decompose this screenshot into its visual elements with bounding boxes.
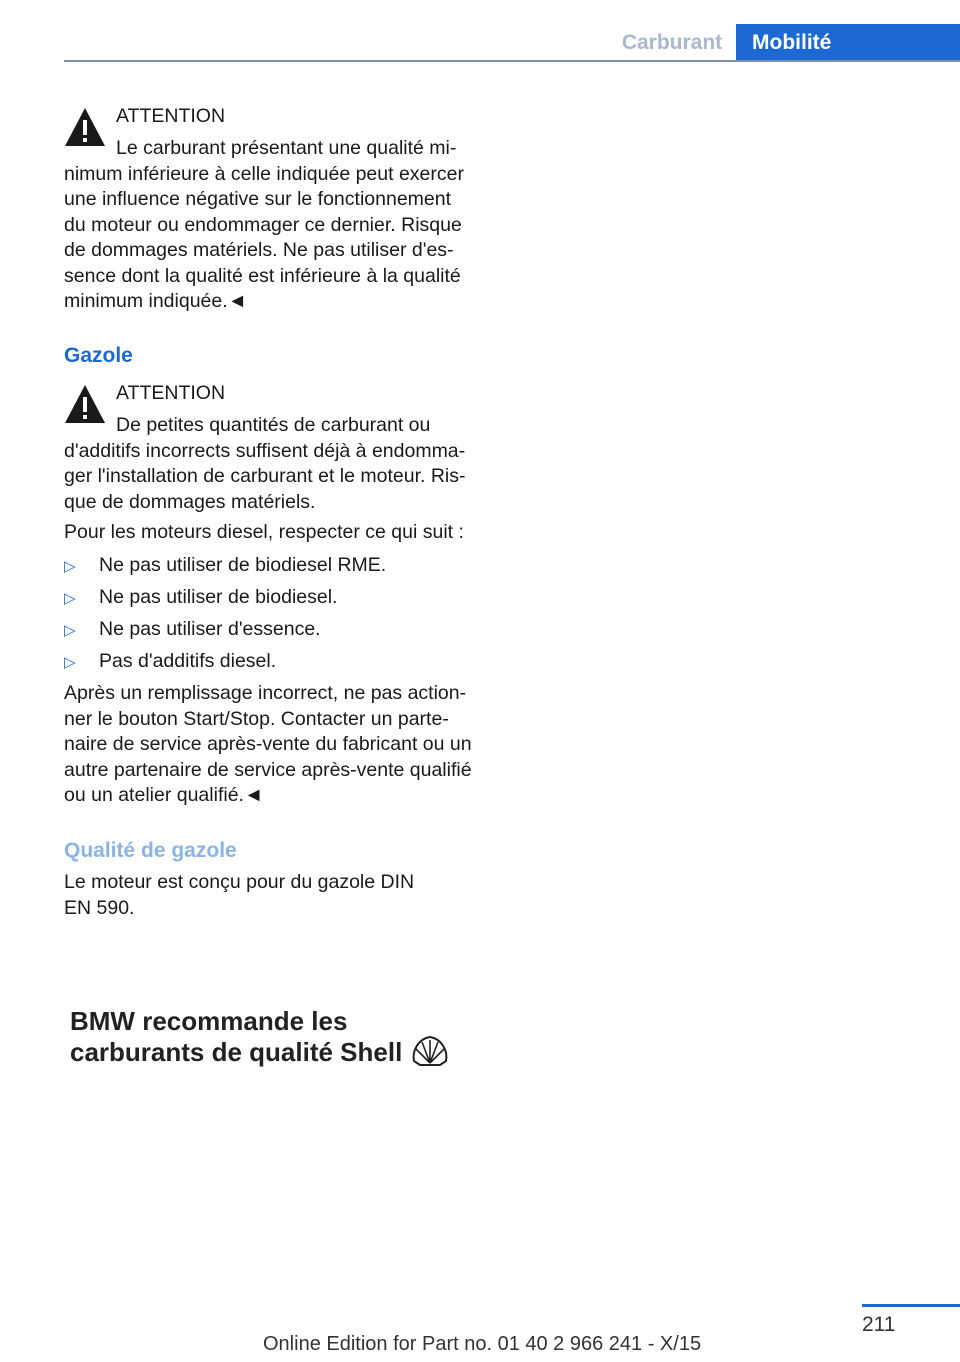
text-line: de dommages matériels. Ne pas utiliser d'es- xyxy=(64,239,454,261)
text-line: naire de service après-vente du fabricant ou un xyxy=(64,733,472,755)
text-line: De petites quantités de carburant ou xyxy=(116,414,431,436)
bullet-triangle-icon: ▷ xyxy=(64,622,76,639)
list-item-text: Ne pas utiliser d'essence. xyxy=(99,618,321,640)
shell-logo-icon xyxy=(410,1034,450,1068)
warning-text xyxy=(64,136,482,315)
after-refuel-text xyxy=(64,681,482,809)
diesel-intro: Pour les moteurs diesel, respecter ce qui suit : xyxy=(64,521,464,543)
warning-text xyxy=(64,413,482,515)
tab-carburant[interactable]: Carburant xyxy=(621,31,723,54)
text-line: ou un atelier qualifié.◄ xyxy=(64,784,264,806)
text-line: nimum inférieure à celle indiquée peut exercer xyxy=(64,162,464,185)
text-line: Le moteur est conçu pour du gazole DIN xyxy=(64,871,415,893)
shell-promo xyxy=(70,1006,402,1068)
text-line: Après un remplissage incorrect, ne pas action- xyxy=(64,682,467,704)
text-line: une influence négative sur le fonctionnement xyxy=(64,188,452,210)
bullet-triangle-icon: ▷ xyxy=(64,558,76,575)
bullet-triangle-icon: ▷ xyxy=(64,654,76,671)
text-line: autre partenaire de service après-vente qualifié xyxy=(64,758,472,781)
promo-line: BMW recommande les xyxy=(70,1006,348,1036)
quality-text xyxy=(64,870,482,921)
attention-title: ATTENTION xyxy=(116,105,226,127)
text-line: ner le bouton Start/Stop. Contacter un parte- xyxy=(64,707,449,730)
bullet-triangle-icon: ▷ xyxy=(64,590,76,607)
footer-rule xyxy=(862,1304,960,1307)
tab-mobilite[interactable]: Mobilité xyxy=(736,24,960,61)
page-number: 211 xyxy=(862,1313,896,1336)
text-line: minimum indiquée.◄ xyxy=(64,290,247,312)
text-line: Le carburant présentant une qualité mi- xyxy=(116,137,457,159)
list-item-text: Ne pas utiliser de biodiesel RME. xyxy=(99,554,387,576)
section-heading-quality: Qualité de gazole xyxy=(64,839,237,862)
list-item-text: Pas d'additifs diesel. xyxy=(99,650,277,672)
text-line: du moteur ou endommager ce dernier. Risque xyxy=(64,213,462,236)
attention-title: ATTENTION xyxy=(116,382,226,404)
text-line: EN 590. xyxy=(64,896,135,919)
text-line: d'additifs incorrects suffisent déjà à endomma- xyxy=(64,439,466,462)
promo-line: carburants de qualité Shell xyxy=(70,1037,403,1067)
list-item-text: Ne pas utiliser de biodiesel. xyxy=(99,586,338,608)
text-line: sence dont la qualité est inférieure à la qualité xyxy=(64,264,461,287)
section-heading-gazole: Gazole xyxy=(64,344,133,367)
text-line: ger l'installation de carburant et le moteur. Ris- xyxy=(64,465,466,487)
header-rule xyxy=(64,60,960,62)
text-line: que de dommages matériels. xyxy=(64,490,316,513)
edition-note: Online Edition for Part no. 01 40 2 966 241 - X/15 xyxy=(263,1333,702,1355)
